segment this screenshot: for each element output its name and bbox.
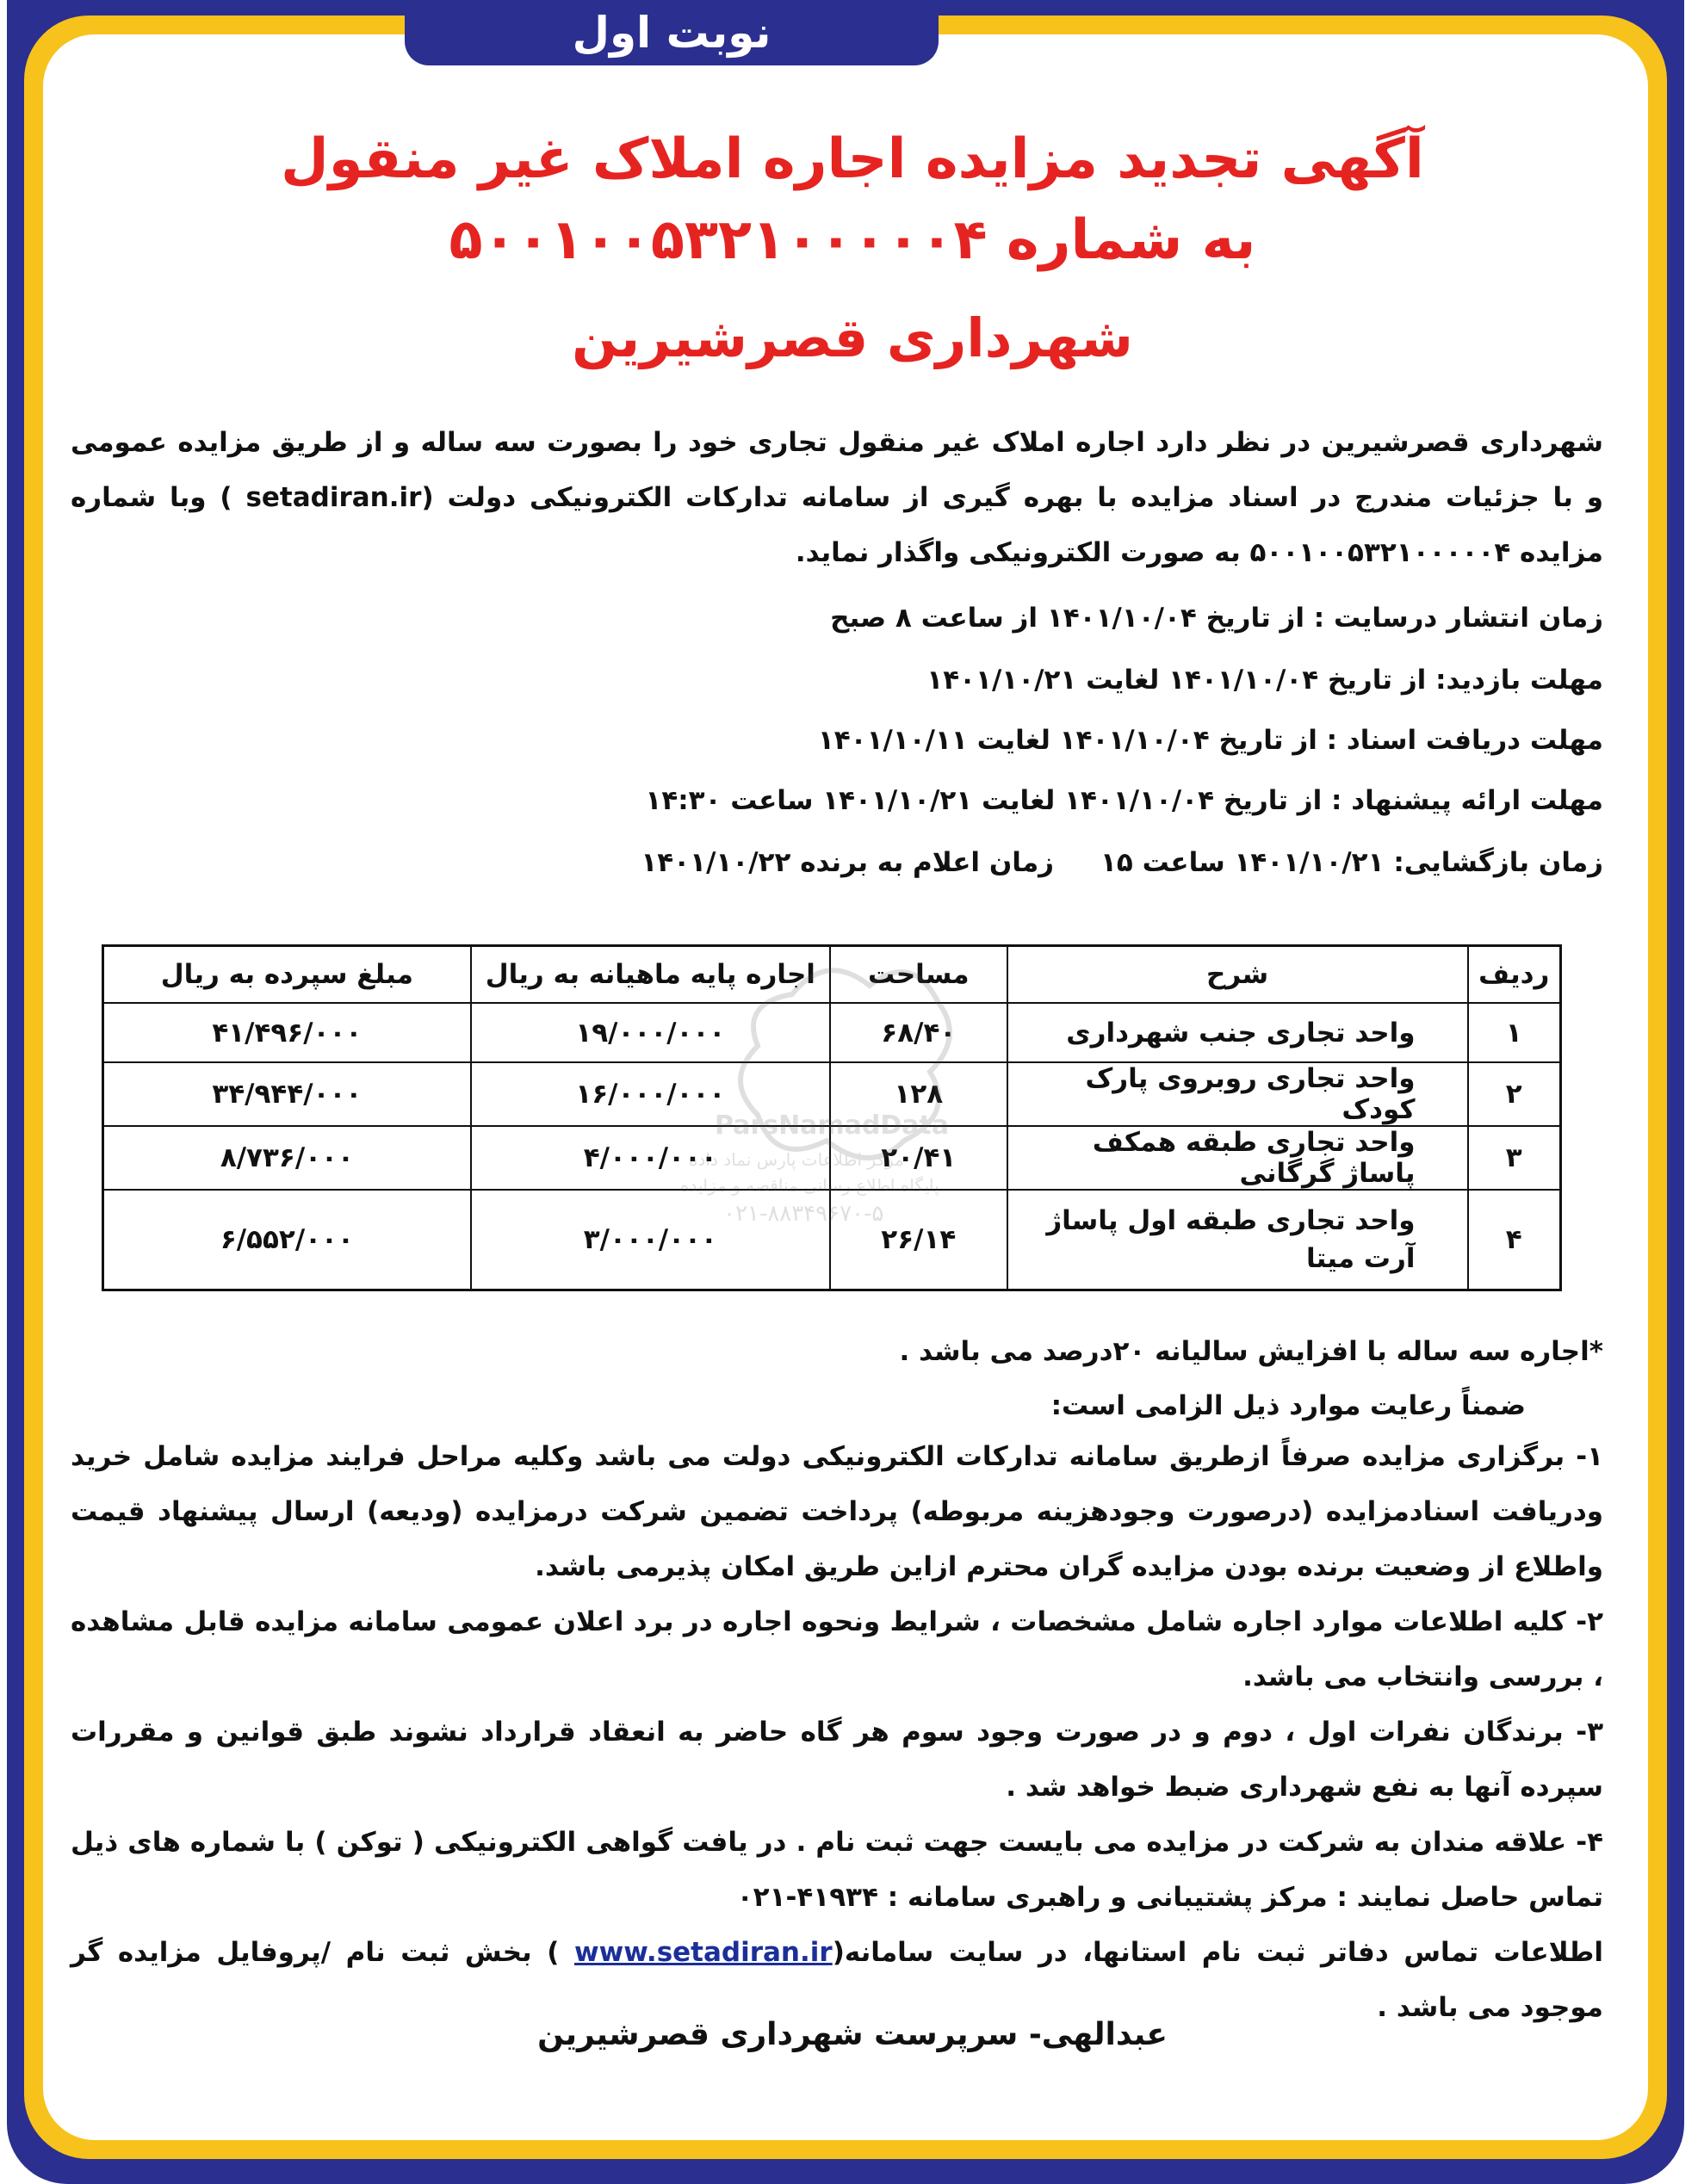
row-description: واحد تجاری طبقه اول پاساژ آرت میتا	[1007, 1190, 1468, 1290]
property-table	[102, 944, 1562, 1291]
row-number: ۱	[1468, 1003, 1561, 1062]
municipality-name: شهرداری قصرشیرین	[572, 306, 1133, 369]
opening-time: زمان بازگشایی: ۱۴۰۱/۱۰/۲۱ ساعت ۱۵	[1100, 847, 1603, 878]
note-4: ۴- علاقه مندان به شرکت در مزایده می بایست جهت ثبت نام . در یافت گواهی الکترونیکی ( توکن ) با شماره های ذیل تماس حاصل نمایند : مرکز پشتیبانی و راهبری سامانه : ۴۱۹۳۴-۰۲۱	[71, 1827, 1603, 1913]
header-deposit: مبلغ سپرده به ریال	[103, 946, 471, 1004]
offers-deadline: مهلت ارائه پیشنهاد : از تاریخ ۱۴۰۱/۱۰/۰۴ لغایت ۱۴۰۱/۱۰/۲۱ ساعت ۱۴:۳۰	[645, 785, 1603, 816]
signature: عبدالهی- سرپرست شهرداری قصرشیرین	[537, 2017, 1168, 2052]
row-rent: ۱۹/۰۰۰/۰۰۰	[471, 1003, 830, 1062]
header-monthly-rent: اجاره پایه ماهیانه به ریال	[471, 946, 830, 1004]
header-row-number: ردیف	[1468, 946, 1561, 1004]
notice-number: به شماره ۵۰۰۱۰۰۵۳۲۱۰۰۰۰۰۴	[449, 208, 1256, 272]
table-row	[103, 1190, 1561, 1290]
mandatory-heading: ضمناً رعایت موارد ذیل الزامی است:	[1050, 1390, 1526, 1421]
row-description: واحد تجاری جنب شهرداری	[1007, 1003, 1468, 1062]
row-number: ۴	[1468, 1190, 1561, 1290]
row-number: ۲	[1468, 1062, 1561, 1126]
note-1: ۱- برگزاری مزایده صرفاً ازطریق سامانه تدارکات الکترونیکی دولت می باشد وکلیه مراحل فرایند مزایده شامل خرید ودریافت اسنادمزایده (درصورت وجودهزینه مربوطه) پرداخت تضمین شرکت درمزایده (ودیعه) ارسال پیشنهاد قیمت واطلاع از وضعیت برنده بودن مزایده گران محترم ازاین طریق امکان پذیرمی باشد.	[71, 1441, 1603, 1582]
row-number: ۳	[1468, 1126, 1561, 1190]
row-description: واحد تجاری طبقه همکف پاساژ گرگانی	[1007, 1126, 1468, 1190]
setadiran-link[interactable]: www.setadiran.ir	[573, 1937, 833, 1968]
header-area: مساحت	[830, 946, 1007, 1004]
row-rent: ۳/۰۰۰/۰۰۰	[471, 1190, 830, 1290]
row-deposit: ۸/۷۳۶/۰۰۰	[103, 1126, 471, 1190]
notice-title: آگهی تجدید مزایده اجاره املاک غیر منقول	[281, 127, 1424, 191]
row-deposit: ۶/۵۵۲/۰۰۰	[103, 1190, 471, 1290]
row-area: ۲۰/۴۱	[830, 1126, 1007, 1190]
documents-deadline: مهلت دریافت اسناد : از تاریخ ۱۴۰۱/۱۰/۰۴ لغایت ۱۴۰۱/۱۰/۱۱	[817, 725, 1603, 756]
row-area: ۲۶/۱۴	[830, 1190, 1007, 1290]
row-deposit: ۳۴/۹۴۴/۰۰۰	[103, 1062, 471, 1126]
intro-text-1: شهرداری قصرشیرین در نظر دارد اجاره املاک غیر منقول تجاری خود را بصورت سه ساله و از طریق مزایده عمومی و با جزئیات مندرج در اسناد مزایده با بهره گیری از سامانه تدارکات الکترونیکی دولت (	[71, 427, 1603, 513]
table-row	[103, 1003, 1561, 1062]
visit-deadline: مهلت بازدید: از تاریخ ۱۴۰۱/۱۰/۰۴ لغایت ۱۴۰۱/۱۰/۲۱	[926, 665, 1603, 696]
increase-note: *اجاره سه ساله با افزایش سالیانه ۲۰درصد می باشد .	[899, 1336, 1603, 1367]
round-tab: نوبت اول	[405, 0, 939, 65]
row-area: ۱۲۸	[830, 1062, 1007, 1126]
note-3: ۳- برندگان نفرات اول ، دوم و در صورت وجود سوم هر گاه حاضر به انعقاد قرارداد نشوند طبق قوانین و مقررات سپرده آنها به نفع شهرداری ضبط خواهد شد .	[71, 1717, 1603, 1803]
note-2: ۲- کلیه اطلاعات موارد اجاره شامل مشخصات ، شرایط ونحوه اجاره در برد اعلان عمومی سامانه مزایده قابل مشاهده ، بررسی وانتخاب می باشد.	[71, 1606, 1603, 1692]
table-header-row	[103, 946, 1561, 1004]
header-description: شرح	[1007, 946, 1468, 1004]
note-5-text-b: ) بخش ثبت نام /پروفایل مزایده گر موجود می باشد .	[71, 1937, 1603, 2023]
table-row	[103, 1126, 1561, 1190]
row-area: ۶۸/۴۰	[830, 1003, 1007, 1062]
note-5-text-a: اطلاعات تماس دفاتر ثبت نام استانها، در سایت سامانه(	[832, 1937, 1604, 1968]
row-deposit: ۴۱/۴۹۶/۰۰۰	[103, 1003, 471, 1062]
row-rent: ۱۶/۰۰۰/۰۰۰	[471, 1062, 830, 1126]
intro-paragraph	[71, 415, 1603, 580]
winner-announcement: زمان اعلام به برنده ۱۴۰۱/۱۰/۲۲	[641, 847, 1054, 878]
publish-time: زمان انتشار درسایت : از تاریخ ۱۴۰۱/۱۰/۰۴ از ساعت ۸ صبح	[830, 603, 1603, 634]
intro-site: setadiran.ir	[245, 482, 422, 513]
row-rent: ۴/۰۰۰/۰۰۰	[471, 1126, 830, 1190]
table-row	[103, 1062, 1561, 1126]
row-description: واحد تجاری روبروی پارک کودک	[1007, 1062, 1468, 1126]
intro-text-2: ) وبا شماره مزایده ۵۰۰۱۰۰۵۳۲۱۰۰۰۰۰۴ به صورت الکترونیکی واگذار نماید.	[71, 482, 1603, 568]
